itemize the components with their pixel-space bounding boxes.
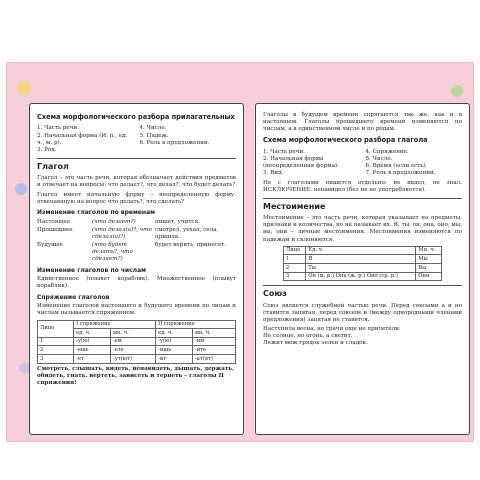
table-row: 3 Он (м. р.) Она (ж. р.) Оно (ср. р.) Они	[283, 272, 441, 281]
scheme-item: 4. Спряжение.	[365, 148, 409, 155]
doodle-decoration	[15, 183, 27, 195]
table-row: 2 -ешь -ете -ишь -ите	[38, 346, 236, 355]
tense-row: Прошедшее (что делал(а)?, что сделал(а)?) смотрел, уехал, села, пришла.	[37, 226, 219, 240]
verb-heading: Глагол	[37, 158, 236, 172]
number-heading: Изменение глаголов по числам	[37, 266, 147, 274]
table-header: Лицо	[283, 246, 305, 255]
pronoun-table	[283, 246, 442, 282]
tense-heading: Изменение глаголов по временам	[37, 208, 156, 216]
scheme-item: 3. Род.	[37, 146, 57, 153]
ne-rule: Не с глаголами пишется отдельно: не видел, не знал. ИСКЛЮЧЕНИЕ: ненавидел (без не не употребляется).	[263, 179, 462, 193]
scheme-item: 2. Начальная форма (И. п., ед. ч., м. р).	[37, 132, 128, 146]
scheme-item: 5. Падеж.	[139, 132, 169, 139]
number-text: Единственное (плывет кораблик). Множественное (плывут кораблик).	[37, 276, 236, 290]
table-row: 1 Я Мы	[283, 255, 441, 264]
book-cover	[6, 62, 474, 442]
table-header: Лицо	[38, 320, 74, 337]
doodle-decoration	[451, 85, 463, 97]
conjugation-table: Лицо I спряжение II спряжение ед. ч. мн. ч. ед. ч. мн. ч. 1 -у(ю) -ем -у(ю) -им 2 -ешь -ете -ишь -ите 3 -ет -ут(ют) -ит -ат(ят)	[37, 320, 236, 364]
scheme-item: 1. Часть речи.	[37, 125, 79, 132]
table-row: 2 Ты Вы	[283, 264, 441, 273]
table-row: 1 -у(ю) -ем -у(ю) -им	[38, 337, 236, 346]
scheme-item: 4. Число.	[139, 125, 167, 132]
exceptions-note: Смотреть, слышать, видеть, ненавидеть, дышать, держать, обидеть, гнать, вертеть, зависеть и терпеть – глаголы II спряжения!	[37, 365, 235, 387]
verb-definition: Глагол – это часть речи, которая обозначает действия предметов и отвечает на вопросы: что делает?, что делал?, что будет делать?	[37, 175, 236, 189]
conjugation-heading: Спряжение глаголов	[37, 293, 110, 301]
table-header: Ед. ч.	[306, 246, 416, 255]
table-header: Мн. ч.	[416, 246, 442, 255]
scheme-item: 5. Число.	[365, 156, 393, 163]
right-page	[255, 103, 470, 435]
tense-row: Настоящее (что делает?) пишет, учится.	[37, 218, 200, 225]
union-heading: Союз	[263, 285, 462, 299]
left-page	[29, 103, 244, 435]
future-tense-note: Глаголы в будущем времени спрягаются так же, как и в настоящем. Глаголы прошедшего времени изменяются по числам, а в единственном числе и по родам.	[263, 112, 462, 133]
adjective-scheme	[37, 125, 236, 154]
doodle-decoration	[17, 81, 31, 95]
scheme-item: 6. Роль в предложении.	[139, 139, 210, 146]
example-line: Наступила весна, но грачи еще не прилетели.	[263, 326, 401, 333]
conjugation-text: Изменение глаголов настоящего и будущего времени по лицам и числам называется спряжением.	[37, 303, 236, 317]
example-line: Лежит меж грядок зелен и сладок.	[263, 340, 368, 347]
union-text: Союз является служебной частью речи. Перед союзами а и но ставится запятая, перед союзом и (между однородными членами предложения) запятая не ставится.	[263, 302, 462, 323]
scheme-item: 1. Часть речи.	[263, 148, 305, 155]
scheme-item: 7. Роль в предложении.	[365, 170, 436, 177]
table-row: 3 -ет -ут(ют) -ит -ат(ят)	[38, 355, 236, 364]
scheme-item: 6. Время (если есть).	[365, 163, 428, 170]
verb-initial-form: Глагол имеет начальную форму – неопределенную форму, отвечающую на вопрос что делать?, что сделать?	[37, 191, 236, 205]
tense-row: Будущее (что будет делать?, что сделает?) будет верить, принесет.	[37, 242, 227, 263]
pronoun-definition: Местоимение – это часть речи, которая указывает на предметы, признаки и количества, но не называет их. Я, ты, он, она, оно, мы, вы, они – личные местоимения. Местоимения изменяются по падежам и склоняются.	[263, 215, 462, 243]
example-line: Не солнце, но огонь, а светит.	[263, 333, 353, 340]
verb-scheme-title: Схема морфологического разбора глагола	[263, 136, 428, 145]
adjective-scheme-title: Схема морфологического разбора прилагательных	[37, 113, 235, 121]
pronoun-heading: Местоимение	[263, 198, 462, 212]
verb-scheme	[263, 149, 462, 178]
scheme-item: 2. Начальная форма (неопределенная форма).	[263, 156, 339, 170]
scheme-item: 3. Вид.	[263, 170, 284, 177]
table-header: II спряжение	[156, 320, 236, 329]
table-header: I спряжение	[74, 320, 156, 329]
